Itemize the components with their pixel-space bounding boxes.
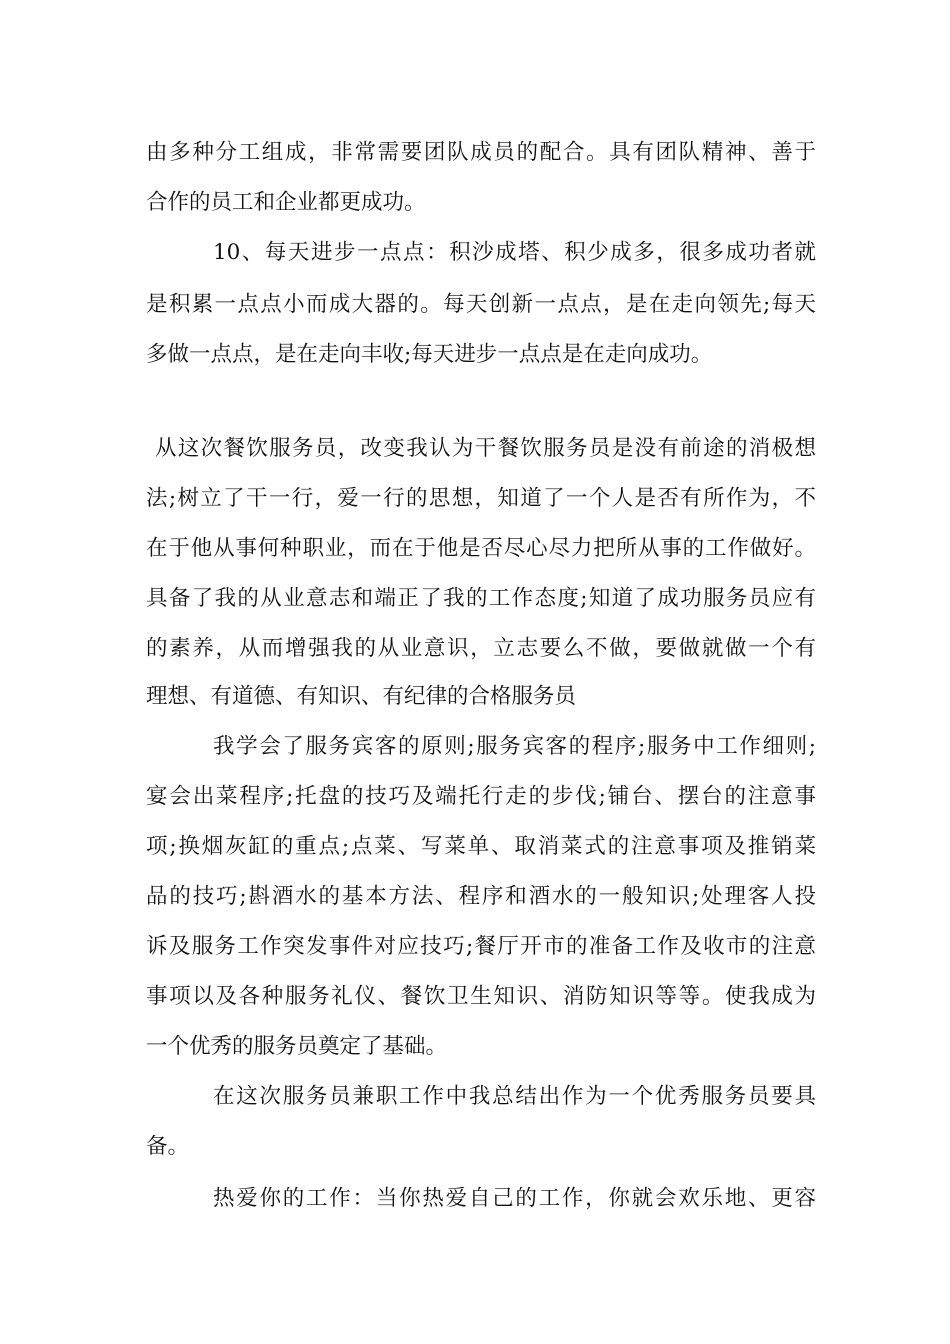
text-line: 诉及服务工作突发事件对应技巧;餐厅开市的准备工作及收市的注意 [146, 934, 816, 959]
text-line: 在于他从事何种职业，而在于他是否尽心尽力把所从事的工作做好。 [146, 536, 816, 561]
text-line: 品的技巧;斟酒水的基本方法、程序和酒水的一般知识;处理客人投 [146, 884, 816, 909]
text-line: 具备了我的从业意志和端正了我的工作态度;知道了成功服务员应有 [146, 586, 816, 611]
text-line: 宴会出菜程序;托盘的技巧及端托行走的步伐;铺台、摆台的注意事 [146, 784, 816, 809]
text-line: 热爱你的工作：当你热爱自己的工作，你就会欢乐地、更容 [213, 1186, 816, 1211]
text-line: 事项以及各种服务礼仪、餐饮卫生知识、消防知识等等。使我成为 [146, 984, 816, 1009]
text-line: 从这次餐饮服务员，改变我认为干餐饮服务员是没有前途的消极想 [155, 436, 816, 461]
text-line: 项;换烟灰缸的重点;点菜、写菜单、取消菜式的注意事项及推销菜 [146, 834, 816, 859]
text-line: 多做一点点，是在走向丰收;每天进步一点点是在走向成功。 [146, 342, 713, 367]
text-line: 的素养，从而增强我的从业意识，立志要么不做，要做就做一个有 [146, 636, 816, 661]
text-line: 法;树立了干一行，爱一行的思想，知道了一个人是否有所作为，不 [146, 486, 816, 511]
text-line: 是积累一点点小而成大器的。每天创新一点点，是在走向领先;每天 [146, 292, 816, 317]
text-line: 一个优秀的服务员奠定了基础。 [146, 1034, 448, 1059]
text-line: 在这次服务员兼职工作中我总结出作为一个优秀服务员要具 [213, 1084, 816, 1109]
text-line: 10、每天进步一点点：积沙成塔、积少成多，很多成功者就 [213, 240, 816, 265]
text-line: 我学会了服务宾客的原则;服务宾客的程序;服务中工作细则; [213, 734, 816, 759]
text-line: 理想、有道德、有知识、有纪律的合格服务员 [146, 684, 577, 709]
text-line: 合作的员工和企业都更成功。 [146, 190, 426, 215]
text-line: 备。 [146, 1134, 190, 1159]
text-line: 由多种分工组成，非常需要团队成员的配合。具有团队精神、善于 [146, 140, 816, 165]
